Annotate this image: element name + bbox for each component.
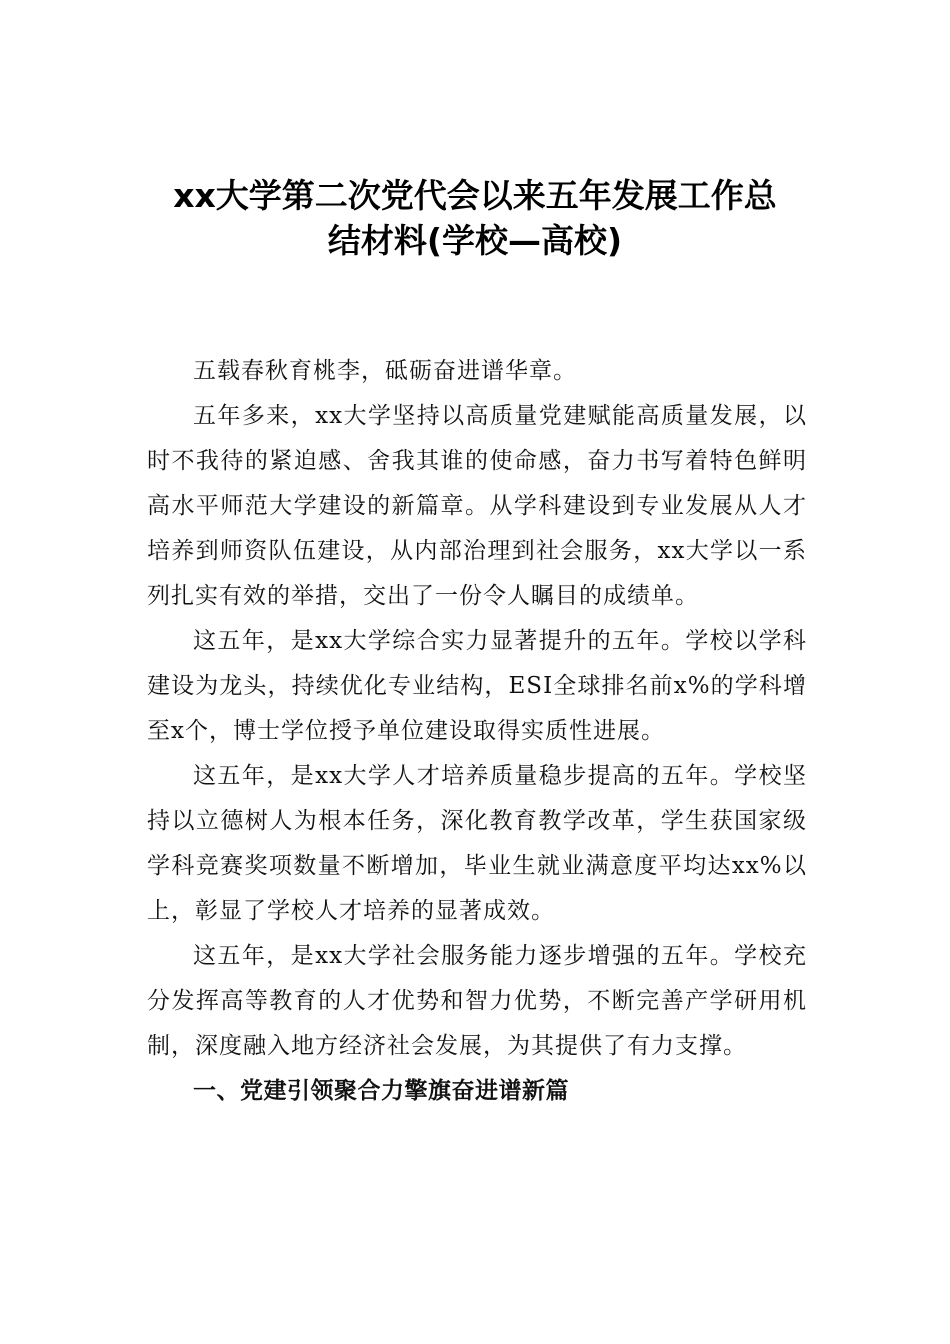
document-body xyxy=(147,349,807,1114)
document-title-line-1: xx大学第二次党代会以来五年发展工作总 xyxy=(173,176,777,215)
paragraph-strength: 这五年，是xx大学综合实力显著提升的五年。学校以学科建设为龙头，持续优化专业结构，ESI全球排名前x%的学科增至x个，博士学位授予单位建设取得实质性进展。 xyxy=(147,628,807,744)
document-title-line-2: 结材料(学校—高校) xyxy=(327,221,623,260)
section-heading: 一、党建引领聚合力擎旗奋进谱新篇 xyxy=(193,1078,569,1104)
paragraph-overview: 五年多来，xx大学坚持以高质量党建赋能高质量发展，以时不我待的紧迫感、舍我其谁的使命感，奋力书写着特色鲜明高水平师范大学建设的新篇章。从学科建设到专业发展从人才培养到师资队伍建设，从内部治理到社会服务，xx大学以一系列扎实有效的举措，交出了一份令人瞩目的成绩单。 xyxy=(147,403,807,609)
paragraph-service: 这五年，是xx大学社会服务能力逐步增强的五年。学校充分发挥高等教育的人才优势和智力优势，不断完善产学研用机制，深度融入地方经济社会发展，为其提供了有力支撑。 xyxy=(147,943,807,1059)
paragraph-talent: 这五年，是xx大学人才培养质量稳步提高的五年。学校坚持以立德树人为根本任务，深化教育教学改革，学生获国家级学科竞赛奖项数量不断增加，毕业生就业满意度平均达xx%以上，彰显了学校人才培养的显著成效。 xyxy=(147,763,807,924)
paragraph-opening: 五载春秋育桃李，砥砺奋进谱华章。 xyxy=(193,358,577,384)
